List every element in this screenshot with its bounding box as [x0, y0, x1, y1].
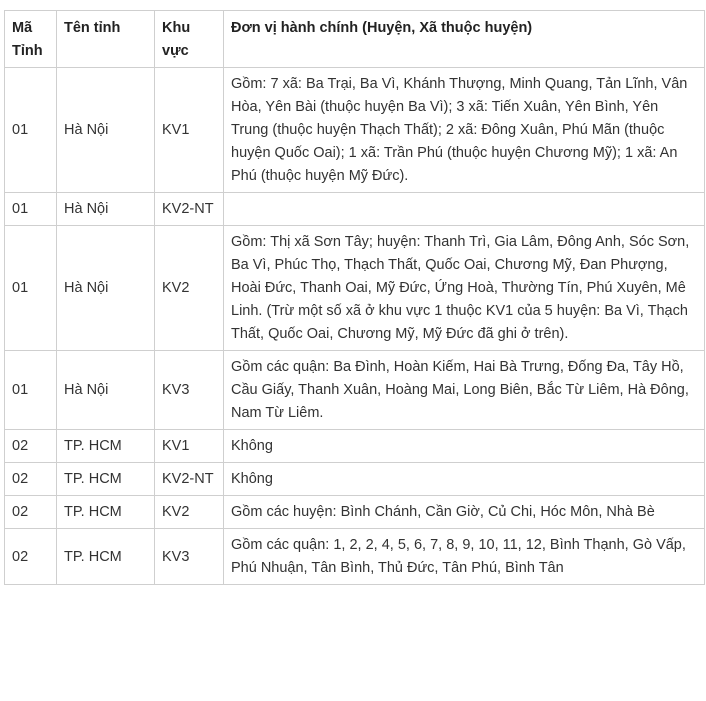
cell-ten-tinh: TP. HCM — [57, 529, 155, 585]
table-row — [5, 351, 705, 430]
header-khu-vuc: Khu vực — [155, 11, 224, 68]
cell-ten-tinh: TP. HCM — [57, 496, 155, 529]
header-ten-tinh: Tên tỉnh — [57, 11, 155, 68]
cell-ma-tinh: 02 — [5, 430, 57, 463]
cell-ma-tinh: 01 — [5, 226, 57, 351]
cell-don-vi — [224, 193, 705, 226]
region-table — [4, 10, 705, 585]
cell-ma-tinh: 01 — [5, 68, 57, 193]
cell-don-vi: Không — [224, 430, 705, 463]
table-row — [5, 496, 705, 529]
table-row — [5, 226, 705, 351]
cell-don-vi: Gồm các quận: 1, 2, 2, 4, 5, 6, 7, 8, 9, 10, 11, 12, Bình Thạnh, Gò Vấp, Phú Nhuận, Tân Bình, Thủ Đức, Tân Phú, Bình Tân — [224, 529, 705, 585]
cell-don-vi: Gồm các huyện: Bình Chánh, Cần Giờ, Củ Chi, Hóc Môn, Nhà Bè — [224, 496, 705, 529]
table-row — [5, 68, 705, 193]
table-row — [5, 529, 705, 585]
cell-ma-tinh: 01 — [5, 351, 57, 430]
cell-khu-vuc: KV2-NT — [155, 193, 224, 226]
cell-ten-tinh: Hà Nội — [57, 351, 155, 430]
header-don-vi: Đơn vị hành chính (Huyện, Xã thuộc huyện) — [224, 11, 705, 68]
cell-khu-vuc: KV3 — [155, 529, 224, 585]
cell-khu-vuc: KV1 — [155, 430, 224, 463]
cell-ten-tinh: TP. HCM — [57, 463, 155, 496]
cell-don-vi: Gồm: 7 xã: Ba Trại, Ba Vì, Khánh Thượng, Minh Quang, Tản Lĩnh, Vân Hòa, Yên Bài (thuộc huyện Ba Vì); 3 xã: Tiến Xuân, Yên Bình, Yên Trung (thuộc huyện Thạch Thất); 2 xã: Đông Xuân, Phú Mãn (thuộc huyện Quốc Oai); 1 xã: Trần Phú (thuộc huyện Chương Mỹ); 1 xã: An Phú (thuộc huyện Mỹ Đức). — [224, 68, 705, 193]
table-row — [5, 463, 705, 496]
table-row — [5, 430, 705, 463]
table-header-row — [5, 11, 705, 68]
cell-ten-tinh: Hà Nội — [57, 68, 155, 193]
header-ma-tinh: Mã Tỉnh — [5, 11, 57, 68]
cell-don-vi: Không — [224, 463, 705, 496]
cell-ma-tinh: 02 — [5, 463, 57, 496]
cell-ma-tinh: 01 — [5, 193, 57, 226]
cell-ma-tinh: 02 — [5, 529, 57, 585]
cell-khu-vuc: KV2 — [155, 496, 224, 529]
cell-khu-vuc: KV2-NT — [155, 463, 224, 496]
cell-ma-tinh: 02 — [5, 496, 57, 529]
cell-ten-tinh: Hà Nội — [57, 193, 155, 226]
cell-khu-vuc: KV2 — [155, 226, 224, 351]
table-row — [5, 193, 705, 226]
cell-khu-vuc: KV1 — [155, 68, 224, 193]
cell-don-vi: Gồm các quận: Ba Đình, Hoàn Kiếm, Hai Bà Trưng, Đống Đa, Tây Hồ, Cầu Giấy, Thanh Xuân, Hoàng Mai, Long Biên, Bắc Từ Liêm, Hà Đông, Nam Từ Liêm. — [224, 351, 705, 430]
cell-ten-tinh: Hà Nội — [57, 226, 155, 351]
cell-khu-vuc: KV3 — [155, 351, 224, 430]
cell-don-vi: Gồm: Thị xã Sơn Tây; huyện: Thanh Trì, Gia Lâm, Đông Anh, Sóc Sơn, Ba Vì, Phúc Thọ, Thạch Thất, Quốc Oai, Chương Mỹ, Đan Phượng, Hoài Đức, Thanh Oai, Mỹ Đức, Ứng Hoà, Thường Tín, Phú Xuyên, Mê Linh. (Trừ một số xã ở khu vực 1 thuộc KV1 của 5 huyện: Ba Vì, Thạch Thất, Quốc Oai, Chương Mỹ, Mỹ Đức đã ghi ở trên). — [224, 226, 705, 351]
cell-ten-tinh: TP. HCM — [57, 430, 155, 463]
